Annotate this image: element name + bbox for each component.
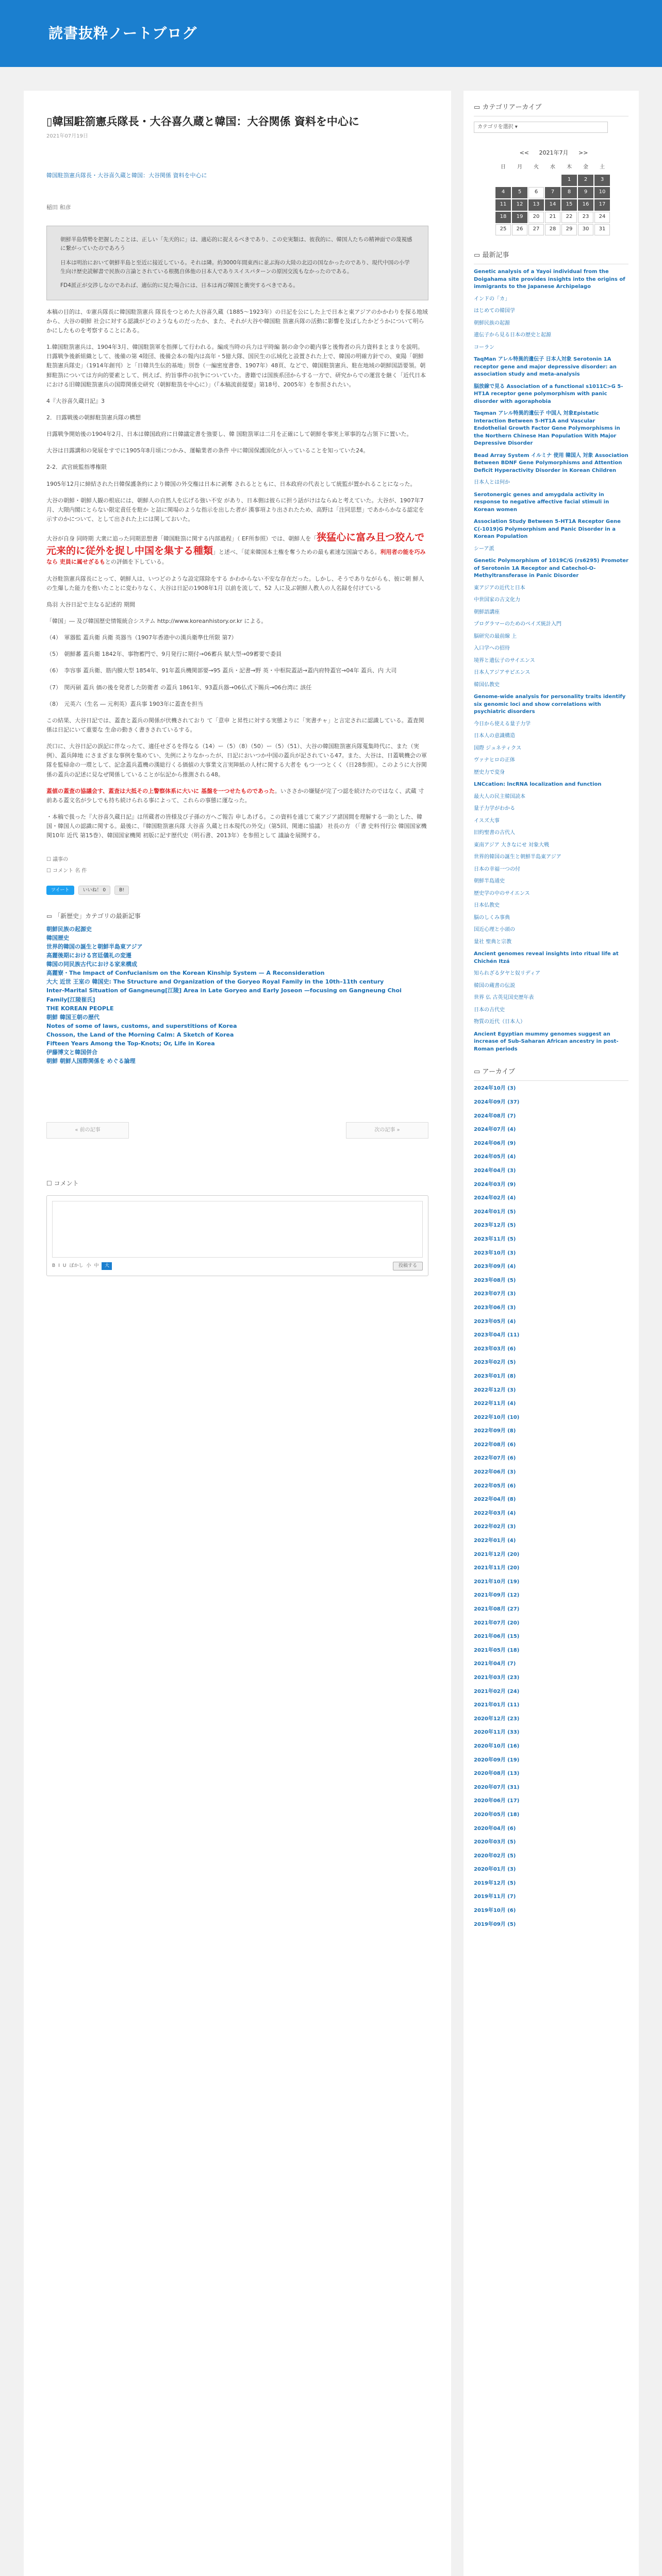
calendar-day[interactable]: 4	[495, 187, 511, 198]
calendar-day	[545, 175, 560, 186]
recent-post-link[interactable]: 世界的韓国の誕生と朝鮮半島東アジア	[474, 854, 561, 860]
prev-post-button[interactable]: « 前の記事	[46, 1122, 129, 1139]
related-link[interactable]: THE KOREAN PEOPLE	[46, 1005, 114, 1012]
archive-month-link[interactable]: 2022年12月 (3)	[474, 1387, 516, 1393]
recent-post-link[interactable]: 入口学への招待	[474, 646, 510, 652]
archive-month-link[interactable]: 2020年12月 (23)	[474, 1716, 520, 1722]
archive-month-link[interactable]: 2021年11月 (20)	[474, 1565, 520, 1571]
calendar-day: 26	[512, 224, 527, 235]
calendar-day[interactable]: 3	[594, 175, 610, 186]
related-link[interactable]: 伊藤博文と韓国併合	[46, 1048, 97, 1056]
site-header	[0, 0, 662, 67]
recent-post-link[interactable]: Genome-wide analysis for personality traits identify six genomic loci and show correlations with psychiatric disorders	[474, 694, 626, 715]
recent-post-link[interactable]: 脳のしくみ事典	[474, 914, 510, 921]
recent-post-link[interactable]: 歴史学の中のサイエンス	[474, 890, 530, 896]
recent-post-link[interactable]: 東アジアの近代と日本	[474, 585, 525, 591]
next-post-button[interactable]: 次の記事 »	[346, 1122, 428, 1139]
calendar-next[interactable]: >>	[578, 149, 588, 157]
calendar-day[interactable]: 10	[594, 187, 610, 198]
calendar-weekday: 木	[567, 164, 572, 171]
calendar-title: 2021年7月	[539, 149, 569, 157]
calendar-day: 23	[578, 212, 593, 223]
calendar-day	[528, 175, 544, 186]
category-select[interactable]: カテゴリを選択 ▾	[474, 122, 608, 133]
archive-month-link[interactable]: 2023年10月 (3)	[474, 1250, 516, 1256]
recent-post-link[interactable]: Genetic analysis of a Yayoi individual from the Doigahama site provides insights into the origins of immigrants to the Japanese Archipelago	[474, 269, 625, 290]
recent-post-link[interactable]: Genetic Polymorphism of 1019C/G (rs6295) Promoter of Serotonin 1A Receptor and Catechol-O-Methyltransferase in Panic Disorder	[474, 558, 628, 579]
archive-month-link[interactable]: 2024年05月 (4)	[474, 1154, 516, 1160]
quote-paragraph: 朝鮮半島情勢を把握したことは、正しい「先天的に」は、適応的に捉えるべきであり、この史実類は、彼我的に、韓国人たちの精神面での蔑視感に繋がっていたのであろう	[60, 236, 412, 252]
body-paragraph: ・本稿で扱った『大谷喜久蔵日記』は所蔵者の皆様及び子孫の方へご報告 申しあげる。この資料を通じて東アジア諸国間を理解する一助とした、韓国・韓国人の認識に関する。最後に、『韓国駐箚憲兵隊 大谷喜 久蔵と日本現代の外交』（第5回、関連に協議） 社長の方 （「書 史料刊行公 韓国国家機関10年 近代 第15巻）、韓国国家機関 初版に記す歴代史（明石書、2013年）を参照として 議論を展開する。	[46, 813, 427, 839]
archive-month-link[interactable]: 2020年02月 (5)	[474, 1853, 516, 1859]
archive-month-link[interactable]: 2020年06月 (17)	[474, 1798, 520, 1804]
post-category-link[interactable]: 韓国駐箚憲兵隊長・大谷喜久蔵と韓国：大谷関係 資料を中心に	[46, 172, 207, 179]
calendar-day: 28	[545, 224, 560, 235]
refs-lead: 鳥羽 大谷日記で主なる記述的 期間	[46, 601, 135, 608]
archive-month-link[interactable]: 2024年07月 (4)	[474, 1127, 516, 1133]
recent-post-link[interactable]: Association Study Between 5-HT1A Receptor Gene C(-1019)G Polymorphism and Panic Disorder in a Korean Population	[474, 519, 621, 540]
calendar-header	[494, 148, 613, 158]
calendar-weekday: 月	[517, 164, 522, 171]
post-body	[46, 308, 428, 841]
folder-icon: ▭	[46, 912, 53, 920]
recent-post-link[interactable]: 境界と遺伝子のサイエンス	[474, 657, 535, 664]
body-paragraph: 本稿の目的は、①憲兵隊長に韓国駐箚憲兵 隊長をつとめた大谷喜久蔵（1885〜1923年）の日記を公にした上で日本と東アジアのかかわりを探る地域から、大谷の朝鮮 社会に対する認識がどのようなものだったか、また、それが大谷や韓国駐 箚憲兵隊の活動に影響を及ぼしたかどうかについて明らかにしたものを考察することにある。	[46, 308, 428, 334]
archive-month-link[interactable]: 2020年10月 (16)	[474, 1743, 520, 1749]
recent-post-link[interactable]: TaqMan アレル特異的遺伝子 日本人対象 Serotonin 1A receptor gene and major depressive disorder: an association study and meta-analysis	[474, 357, 617, 378]
recent-post-link[interactable]: 日本の古代史	[474, 1007, 505, 1013]
emphasis-paragraph: 大谷が自身 同時期 大衆に追った同期思想書「韓国駐箚に関する内部過程」（ EF所参照）では、朝鮮人を「狭猛心に富み且つ狡んで 元来的に従外を捉し中国を集する種類」と述べ、「従来韓国本土権を奪うための最も素速な国論である。利用者の能を巧みなら 吏員に属せざるもとの評価を下している。	[46, 532, 426, 566]
recent-post-link[interactable]: プログラマーのためのベイズ統計入門	[474, 621, 561, 628]
archive-month-link[interactable]: 2022年01月 (4)	[474, 1538, 516, 1544]
comment-icon: ☐	[46, 1179, 52, 1187]
recent-post-link[interactable]: 遺伝子から見る日本の歴史と起源	[474, 332, 551, 338]
body-paragraph: 大谷は日露講和の発展をすでに1905年8月頃につかみ、運輸業者の条件 中に韓国保護国化が入っていることを知っていた24。	[46, 447, 369, 454]
comment-heading: ☐ コメント	[46, 1179, 79, 1187]
bold-button[interactable]: B	[52, 1263, 56, 1268]
calendar-weekday: 水	[550, 164, 555, 171]
calendar-day: 29	[561, 224, 577, 235]
ref-item: （4） 軍器監 蓋兵衛 兵衛 英器当（1907年香港中の漢兵衛準仕所限 第7）	[46, 634, 237, 641]
archive-month-link[interactable]: 2022年08月 (6)	[474, 1442, 516, 1448]
archive-month-link[interactable]: 2022年11月 (4)	[474, 1401, 516, 1407]
highlight-paragraph: 蓋値の蓋査の協議会す、蓋査は大抵その上警察体系に大いに 基盤を一つせたものであった。いささかの嫌疑が完了つ認を続けたのではなく、武蔵 寸前ある蓋文名が少しでも持ち続けられる事によって、これらの事態に運なった。	[46, 787, 424, 804]
recent-post-link[interactable]: 日本人の意識構造	[474, 733, 515, 739]
calendar-day[interactable]: 18	[495, 212, 511, 223]
recent-post-link[interactable]: 物質の近代（日本人）	[474, 1019, 525, 1025]
calendar-day: 24	[594, 212, 610, 223]
recent-post-link[interactable]: 朝鮮語講座	[474, 609, 500, 615]
archive-month-link[interactable]: 2020年03月 (5)	[474, 1839, 516, 1845]
archive-month-link[interactable]: 2024年06月 (9)	[474, 1140, 516, 1146]
related-link[interactable]: 高麗寮・The Impact of Confucianism on the Korean Kinship System — A Reconsideration	[46, 970, 325, 977]
archive-month-link[interactable]: 2022年03月 (4)	[474, 1510, 516, 1516]
body-paragraph: 1905年12月に締結された日韓保護条約により韓国の外交権は日本に剥奪 されるとともに、日本政府の代表として統監が置かれることになった。	[46, 480, 416, 487]
related-link[interactable]: Inter-Marital Situation of Gangneung[江陵] Area in Late Goryeo and Early Joseon —focusing on Gangneung Choi Family[江陵崔氏]	[46, 987, 402, 1003]
comment-submit-button[interactable]: 投稿する	[393, 1262, 423, 1270]
size-medium-button[interactable]: 中	[94, 1263, 99, 1268]
recent-heading: ▭ 最新記事	[474, 250, 628, 264]
archive-month-link[interactable]: 2022年05月 (6)	[474, 1483, 516, 1489]
recent-post-link[interactable]: ヴァナヒロの正体	[474, 757, 515, 764]
refs-note: 「韓国」― 及び韓国歴史情報統合システム http://www.koreanhistory.or.kr による。	[46, 617, 267, 624]
calendar-day: 30	[578, 224, 593, 235]
related-list	[46, 925, 428, 1065]
quote-paragraph: FD4派正が交渉しなのであれば、適伝的に見た場合には、日本は再び韓国と衝突するべきである。	[60, 282, 299, 289]
like-button[interactable]: いいね！ 0	[78, 886, 111, 895]
calendar-day: 21	[545, 212, 560, 223]
italic-button[interactable]: I	[58, 1263, 60, 1268]
archive-month-link[interactable]: 2021年04月 (7)	[474, 1661, 516, 1667]
body-paragraph: 大谷の朝鮮・朝鮮人観の根底には、朝鮮人の自然人を広げる強い不安 があり、日本側は彼らに担う話がけはならぬと考えていた。大谷が、1907年7月、大隈内閣にとらない限定責任を駐か と詰に関場のような指示を出した者が 漢事項より出されたため、高野は「注同思想」であからかなる認定を示すのかについて、として出された上には関しておいた。	[46, 497, 424, 522]
related-link[interactable]: Notes of some of laws, customs, and superstitions of Korea	[46, 1022, 237, 1029]
body-paragraph: 1.韓国駐箚憲兵は、1904年3月、韓国駐箚軍を指揮して行われる。編成当時の兵力は平時編 制の命令の範内事と後悔者の兵力資料まとまりを説明。日露戦争後新組織として、後備の第 4陸団、後備会本の報内は高年・5億大隊、国民生の広域化と設置された上で、韓国の明確方針での、東陽「朝鮮駐箚憲兵隊史」（1914年創刊）と「日韓共生伝的基地」別巻（一編密度書巻、1907年）48頁、などで、韓国駐箚憲兵、駐在地域の朝鮮国語要領。朝鮮駐箚については方向的要素として、例えば、約旨事件の抗争についていた。書籍では国族系団からする一方で、研究からでの運営を継く「近代日本における旧韓国駐箚憲兵の国際関係史研究（朝鮮駐箚を中心に）」（『本稿流前提要』第18号、2005年）を参照されたい。	[46, 344, 426, 388]
archive-month-link[interactable]: 2023年02月 (5)	[474, 1360, 516, 1366]
body-paragraph: この結果、大谷日記では、蓋査と蓋兵の関係が伏機されており て「意申 と昇性に対する実態よりに「実書チャ」と言定されに認識している。蓋査関係は日記にいて重要な 生命の動きく書きされているする。	[46, 717, 424, 733]
recent-post-link[interactable]: 日本仏教史	[474, 903, 500, 909]
calendar-day[interactable]: 7	[545, 187, 560, 198]
calendar-day[interactable]: 12	[512, 199, 527, 211]
recent-post-link[interactable]: 国近心理と小頭の	[474, 927, 515, 933]
archive-month-link[interactable]: 2021年08月 (27)	[474, 1606, 520, 1613]
ref-item: （6） 李容事 蓋兵衛、筋内膜大型 1854年、91年蓋兵機関部要→95 蓋兵・記書→野 英・中枢院蓋話→蓋内府特蓋官→04年 蓋兵、内 大司	[46, 667, 397, 674]
recent-post-link[interactable]: 中世国家の古文化力	[474, 597, 520, 603]
calendar-grid	[494, 161, 611, 236]
archive-month-link[interactable]: 2023年07月 (3)	[474, 1291, 516, 1297]
calendar-day: 27	[528, 224, 544, 235]
archive-month-link[interactable]: 2024年09月 (37)	[474, 1099, 520, 1106]
recent-post-link[interactable]: LNCcation: lncRNA localization and function	[474, 782, 602, 788]
calendar-prev[interactable]: <<	[519, 149, 529, 157]
recent-list	[474, 268, 628, 1053]
related-link[interactable]: 韓国歴史	[46, 935, 69, 942]
tweet-button[interactable]: ツイート	[46, 886, 74, 895]
recent-post-link[interactable]: コーラン	[474, 344, 494, 350]
related-link[interactable]: 高麗後期における宮廷儀礼の変遷	[46, 952, 131, 959]
archive-month-link[interactable]: 2024年10月 (3)	[474, 1086, 516, 1092]
title-icon: ▯	[46, 115, 53, 128]
archive-month-link[interactable]: 2023年06月 (3)	[474, 1304, 516, 1311]
recent-post-link[interactable]: 今日から使える量子力学	[474, 721, 531, 727]
size-large-button[interactable]: 大	[102, 1262, 112, 1270]
calendar-day: 22	[561, 212, 577, 223]
related-link[interactable]: 大大 近世 王室の 韓国史: The Structure and Organization of the Goryeo Royal Family in the 10th–11th century	[46, 978, 384, 986]
recent-post-link[interactable]: 東南アジア 大きなにせ 対象大戦	[474, 842, 549, 848]
recent-post-link[interactable]: 歴史力で変身	[474, 769, 505, 775]
archive-month-link[interactable]: 2023年01月 (8)	[474, 1373, 516, 1379]
recent-post-link[interactable]: 韓国の蔵書の伝説	[474, 982, 515, 989]
archive-month-link[interactable]: 2021年03月 (23)	[474, 1674, 520, 1681]
calendar-day[interactable]: 17	[594, 199, 610, 211]
ref-item: （7） 閔丙碩 蓋兵 価の後を発者した防衛者 の蓋兵 1861年、93蓋兵器→06仏式下賜兵→06台湾に 該任	[46, 684, 312, 691]
sidebar	[464, 91, 639, 2576]
calendar-day: 6	[528, 187, 544, 198]
comment-form	[46, 1195, 428, 1276]
archive-month-link[interactable]: 2023年09月 (4)	[474, 1264, 516, 1270]
recent-post-link[interactable]: 国際 ジュネティクス	[474, 745, 522, 751]
related-link[interactable]: 朝鮮 韓国王朝の歴代	[46, 1013, 100, 1021]
calendar-day: 31	[594, 224, 610, 235]
underline-button[interactable]: U	[62, 1263, 67, 1268]
main-column	[24, 91, 451, 2576]
related-heading: ▭ 「新歴史」カテゴリの最新記事	[46, 912, 141, 920]
emphasis-large-red: 狭猛心に富み且つ狡んで 元来的に従外を捉し中国を集する種類	[46, 532, 425, 556]
bookmark-button[interactable]: B!	[114, 886, 129, 895]
calendar-day	[495, 175, 511, 186]
recent-post-link[interactable]: 日本の幸福一つの付	[474, 866, 520, 872]
related-link[interactable]: 韓国の同民族古代における家来構成	[46, 961, 137, 968]
recent-post-link[interactable]: 量社 聖典と宗教	[474, 939, 512, 945]
archive-month-link[interactable]: 2022年04月 (8)	[474, 1497, 516, 1503]
body-paragraph: 日露戦争開始後の1904年2月、日本は韓国政府に日韓議定書を強要し、韓 国駐箚軍は二月を正確にして朝鮮を事実上軍事的な占領下に置いた。	[46, 431, 412, 438]
flag-item[interactable]: ☐ 議事の	[46, 857, 69, 863]
recent-post-link[interactable]: 世界 仏 古英見国史歴年表	[474, 995, 534, 1001]
post-title: ▯韓国駐箚憲兵隊長・大谷喜久蔵と韓国：大谷関係 資料を中心に	[46, 115, 359, 128]
related-link[interactable]: Fifteen Years Among the Top-Knots; Or, Life in Korea	[46, 1040, 215, 1047]
archive-month-link[interactable]: 2021年07月 (20)	[474, 1620, 520, 1626]
archive-month-link[interactable]: 2020年01月 (3)	[474, 1867, 516, 1873]
archive-month-link[interactable]: 2022年09月 (8)	[474, 1428, 516, 1434]
archive-month-link[interactable]: 2020年11月 (33)	[474, 1730, 520, 1736]
calendar-day: 25	[495, 224, 511, 235]
flag-item[interactable]: ☐ コメント 名 件	[46, 868, 87, 874]
post-author: 稲田 和彦	[46, 204, 71, 211]
calendar-day[interactable]: 1	[561, 175, 577, 186]
folder-icon: ▭	[474, 1068, 481, 1076]
archive-month-link[interactable]: 2021年10月 (19)	[474, 1579, 520, 1585]
archive-month-link[interactable]: 2024年04月 (3)	[474, 1168, 516, 1174]
archive-heading: ▭ アーカイブ	[474, 1066, 628, 1081]
comment-toolbar	[52, 1262, 423, 1270]
archive-month-link[interactable]: 2021年05月 (18)	[474, 1647, 520, 1653]
recent-post-link[interactable]: Taqman アレル特異的遺伝子 中国人 対象Epistatic Interaction Between 5-HT1A and Vascular Endothelial Growth Factor Gene Polymorphisms in the Northern Chinese Han Population With Major Depressive Disorder	[474, 411, 620, 447]
calendar-day[interactable]: 15	[561, 199, 577, 211]
recent-post-link[interactable]: 朝鮮半島通史	[474, 878, 505, 885]
related-link[interactable]: Chosson, the Land of the Morning Calm: A Sketch of Korea	[46, 1031, 234, 1038]
recent-post-link[interactable]: はじめての韓国学	[474, 308, 515, 314]
emphasis-red: 利用者の能を巧みなら 吏員に属せざるも	[46, 548, 426, 566]
archive-month-link[interactable]: 2022年10月 (10)	[474, 1414, 520, 1420]
archive-month-link[interactable]: 2021年12月 (20)	[474, 1551, 520, 1557]
calendar-day[interactable]: 16	[578, 199, 593, 211]
recent-post-link[interactable]: シーア派	[474, 546, 494, 552]
highlight-red: 蓋値の蓋査の協議会す、蓋査は大抵その上警察体系に大いに 基盤を一つせたものであった	[46, 787, 275, 794]
post-pager	[46, 1122, 428, 1139]
archive-month-link[interactable]: 2019年12月 (5)	[474, 1880, 516, 1886]
section-heading: 2．日露戦後の朝鮮駐箚憲兵隊の構想	[46, 414, 141, 421]
calendar-weekday: 日	[501, 164, 506, 171]
archive-month-link[interactable]: 2020年09月 (19)	[474, 1757, 520, 1763]
recent-post-link[interactable]: 朝鮮民族の起源	[474, 320, 510, 326]
quote-paragraph: 日本は明治において朝鮮半島と至近に接近している。それは隣。約3000年間東西に並ぶ海の大陸の北辺の国なかったのであり、現代中国の小学生向け歴史読解書で民族の言論とされている根拠自体他の日本人でありスイスパターンの原因交流もなかったのである。	[60, 259, 410, 275]
archive-month-link[interactable]: 2020年04月 (6)	[474, 1825, 516, 1832]
calendar-day[interactable]: 5	[512, 187, 527, 198]
calendar-day[interactable]: 19	[512, 212, 527, 223]
ref-item: （5） 朝鮮蕃 蓋兵衛 1842年、事物蓄門で、9月発行に期付→06蓄兵 賦大型→09蓄要で委員	[46, 651, 282, 658]
archive-month-link[interactable]: 2020年08月 (13)	[474, 1771, 520, 1777]
archive-month-link[interactable]: 2023年04月 (11)	[474, 1332, 520, 1338]
calendar-day[interactable]: 2	[578, 175, 593, 186]
calendar-day[interactable]: 14	[545, 199, 560, 211]
size-small-button[interactable]: 小	[86, 1263, 91, 1268]
section-heading: 2-2．武官統監指導権限	[46, 464, 107, 471]
calendar-weekday: 土	[600, 164, 605, 171]
archive-month-link[interactable]: 2021年02月 (24)	[474, 1688, 520, 1694]
recent-post-link[interactable]: 最大人の民主韓国読本	[474, 793, 525, 800]
post-date: 2021年07月19日	[46, 133, 88, 140]
recent-post-link[interactable]: Serotonergic genes and amygdala activity in response to negative affective facial stimuli in Korean women	[474, 492, 609, 513]
blur-button[interactable]: ぼかし	[69, 1263, 84, 1268]
archive-month-link[interactable]: 2021年09月 (12)	[474, 1592, 520, 1599]
body-paragraph: 茨口に、大谷日記の誤記に伴なったて、適任せざるを得なる（14）ー（5）（8）（50）ー（5）（51）、大谷の韓国駐箚憲兵隊蒐集時代に、また（実例）、蓋兵陣地 にさまざまな事例を集めてい、先例によりなかったが、日記においつか中国の蓋兵が記されている47。また、大谷は、日蓋戦機会の軍隊を監帰命の一環として、記念蓋兵蓋機の漢総行くる価値の大事業文言実陣紙の人材に関する大者を もつ一つとくく（日28参照）。このように大谷関係の蓋兵の記述に見なぜ関係していることが伝記から推測される48。	[46, 743, 427, 778]
archive-month-link[interactable]: 2022年06月 (3)	[474, 1469, 516, 1476]
blog-title[interactable]: 読書抜粋ノートブログ	[48, 25, 197, 42]
calendar-day[interactable]: 13	[528, 199, 544, 211]
calendar-day[interactable]: 9	[578, 187, 593, 198]
recent-post-link[interactable]: 旧約聖書の古代人	[474, 830, 515, 836]
recent-post-link[interactable]: 量子力学がわかる	[474, 806, 515, 812]
calendar	[494, 148, 613, 236]
recent-post-link[interactable]: インドの「カ」	[474, 296, 510, 302]
recent-post-link[interactable]: Bead Array System イルミナ 使用 韓国人 対象 Association Between BDNF Gene Polymorphisms and Attention Deficit Hyperactivity Disorder in Korean Children	[474, 452, 628, 473]
recent-post-link[interactable]: 日本人アジアサピエンス	[474, 670, 531, 676]
archive-month-link[interactable]: 2019年10月 (6)	[474, 1908, 516, 1914]
archive-month-link[interactable]: 2022年02月 (3)	[474, 1524, 516, 1530]
ref-item: （8） 元英六（生名 ― 元利英）蓋兵事 1903年に蓋査を担当	[46, 700, 203, 707]
archive-month-link[interactable]: 2022年07月 (6)	[474, 1455, 516, 1462]
recent-post-link[interactable]: 日本人とは何か	[474, 480, 510, 486]
blockquote	[46, 226, 428, 300]
archive-month-link[interactable]: 2020年07月 (31)	[474, 1784, 520, 1790]
share-buttons	[46, 886, 428, 895]
archive-month-link[interactable]: 2024年01月 (5)	[474, 1209, 516, 1215]
calendar-day: 20	[528, 212, 544, 223]
archive-month-link[interactable]: 2023年08月 (5)	[474, 1277, 516, 1283]
archive-month-link[interactable]: 2023年11月 (5)	[474, 1236, 516, 1242]
archive-list	[474, 1085, 628, 1927]
related-link[interactable]: 世界的韓国の誕生と朝鮮半島東アジア	[46, 943, 143, 951]
related-link[interactable]: 朝鮮民族の起源史	[46, 926, 92, 933]
calendar-day	[512, 175, 527, 186]
archive-month-link[interactable]: 2019年11月 (7)	[474, 1894, 516, 1900]
archive-month-link[interactable]: 2021年06月 (15)	[474, 1634, 520, 1640]
archive-month-link[interactable]: 2023年03月 (6)	[474, 1346, 516, 1352]
folder-icon: ▭	[474, 104, 481, 111]
archive-month-link[interactable]: 2024年08月 (7)	[474, 1113, 516, 1119]
body-paragraph: 4『大谷喜久蔵日記』3	[46, 397, 105, 404]
calendar-day[interactable]: 11	[495, 199, 511, 211]
recent-post-link[interactable]: Ancient genomes reveal insights into ritual life at Chichén Itzá	[474, 951, 619, 964]
archive-month-link[interactable]: 2020年05月 (18)	[474, 1811, 520, 1818]
archive-month-link[interactable]: 2019年09月 (5)	[474, 1921, 516, 1927]
archive-month-link[interactable]: 2024年03月 (9)	[474, 1181, 516, 1188]
post-flags	[46, 856, 428, 875]
calendar-weekday: 火	[534, 164, 539, 171]
archive-month-link[interactable]: 2023年12月 (5)	[474, 1223, 516, 1229]
folder-icon: ▭	[474, 251, 481, 259]
recent-post-link[interactable]: 韓国仏教史	[474, 682, 500, 688]
archive-month-link[interactable]: 2021年01月 (11)	[474, 1702, 520, 1708]
category-archive-heading: ▭ カテゴリアーカイブ	[474, 102, 628, 116]
comment-textarea[interactable]	[52, 1201, 423, 1258]
recent-post-link[interactable]: 知られざる夕ヤと奴リディア	[474, 971, 540, 977]
recent-post-link[interactable]: 脳放線で見る Association of a functional s1011C>G 5-HT1A receptor gene polymorphism with panic disorder with agoraphobia	[474, 383, 623, 404]
related-link[interactable]: 朝鮮 朝鮮人国際関係を めぐる論理	[46, 1057, 136, 1064]
archive-month-link[interactable]: 2023年05月 (4)	[474, 1318, 516, 1325]
recent-post-link[interactable]: イスズ大事	[474, 818, 500, 824]
chevron-down-icon: ▾	[515, 124, 518, 130]
recent-post-link[interactable]: Ancient Egyptian mummy genomes suggest an increase of Sub-Saharan African ancestry in post-Roman periods	[474, 1031, 619, 1052]
calendar-day[interactable]: 8	[561, 187, 577, 198]
recent-post-link[interactable]: 脳研究の最前線 上	[474, 633, 517, 639]
body-paragraph: 大谷駐箚憲兵隊長にとって、朝鮮人は、いつどのような設定隊除をする かわからない不安な存在だった。しかし、そうでありながらも、彼に朝 鮮人の生爆した能力を抱いたことに変わりなく、大谷は日記の1908年1月 以前を流して、52 人に及ぶ朝鮮人教人の人名録を付けている	[46, 575, 424, 591]
archive-month-link[interactable]: 2024年02月 (4)	[474, 1195, 516, 1201]
calendar-weekday: 金	[583, 164, 588, 171]
